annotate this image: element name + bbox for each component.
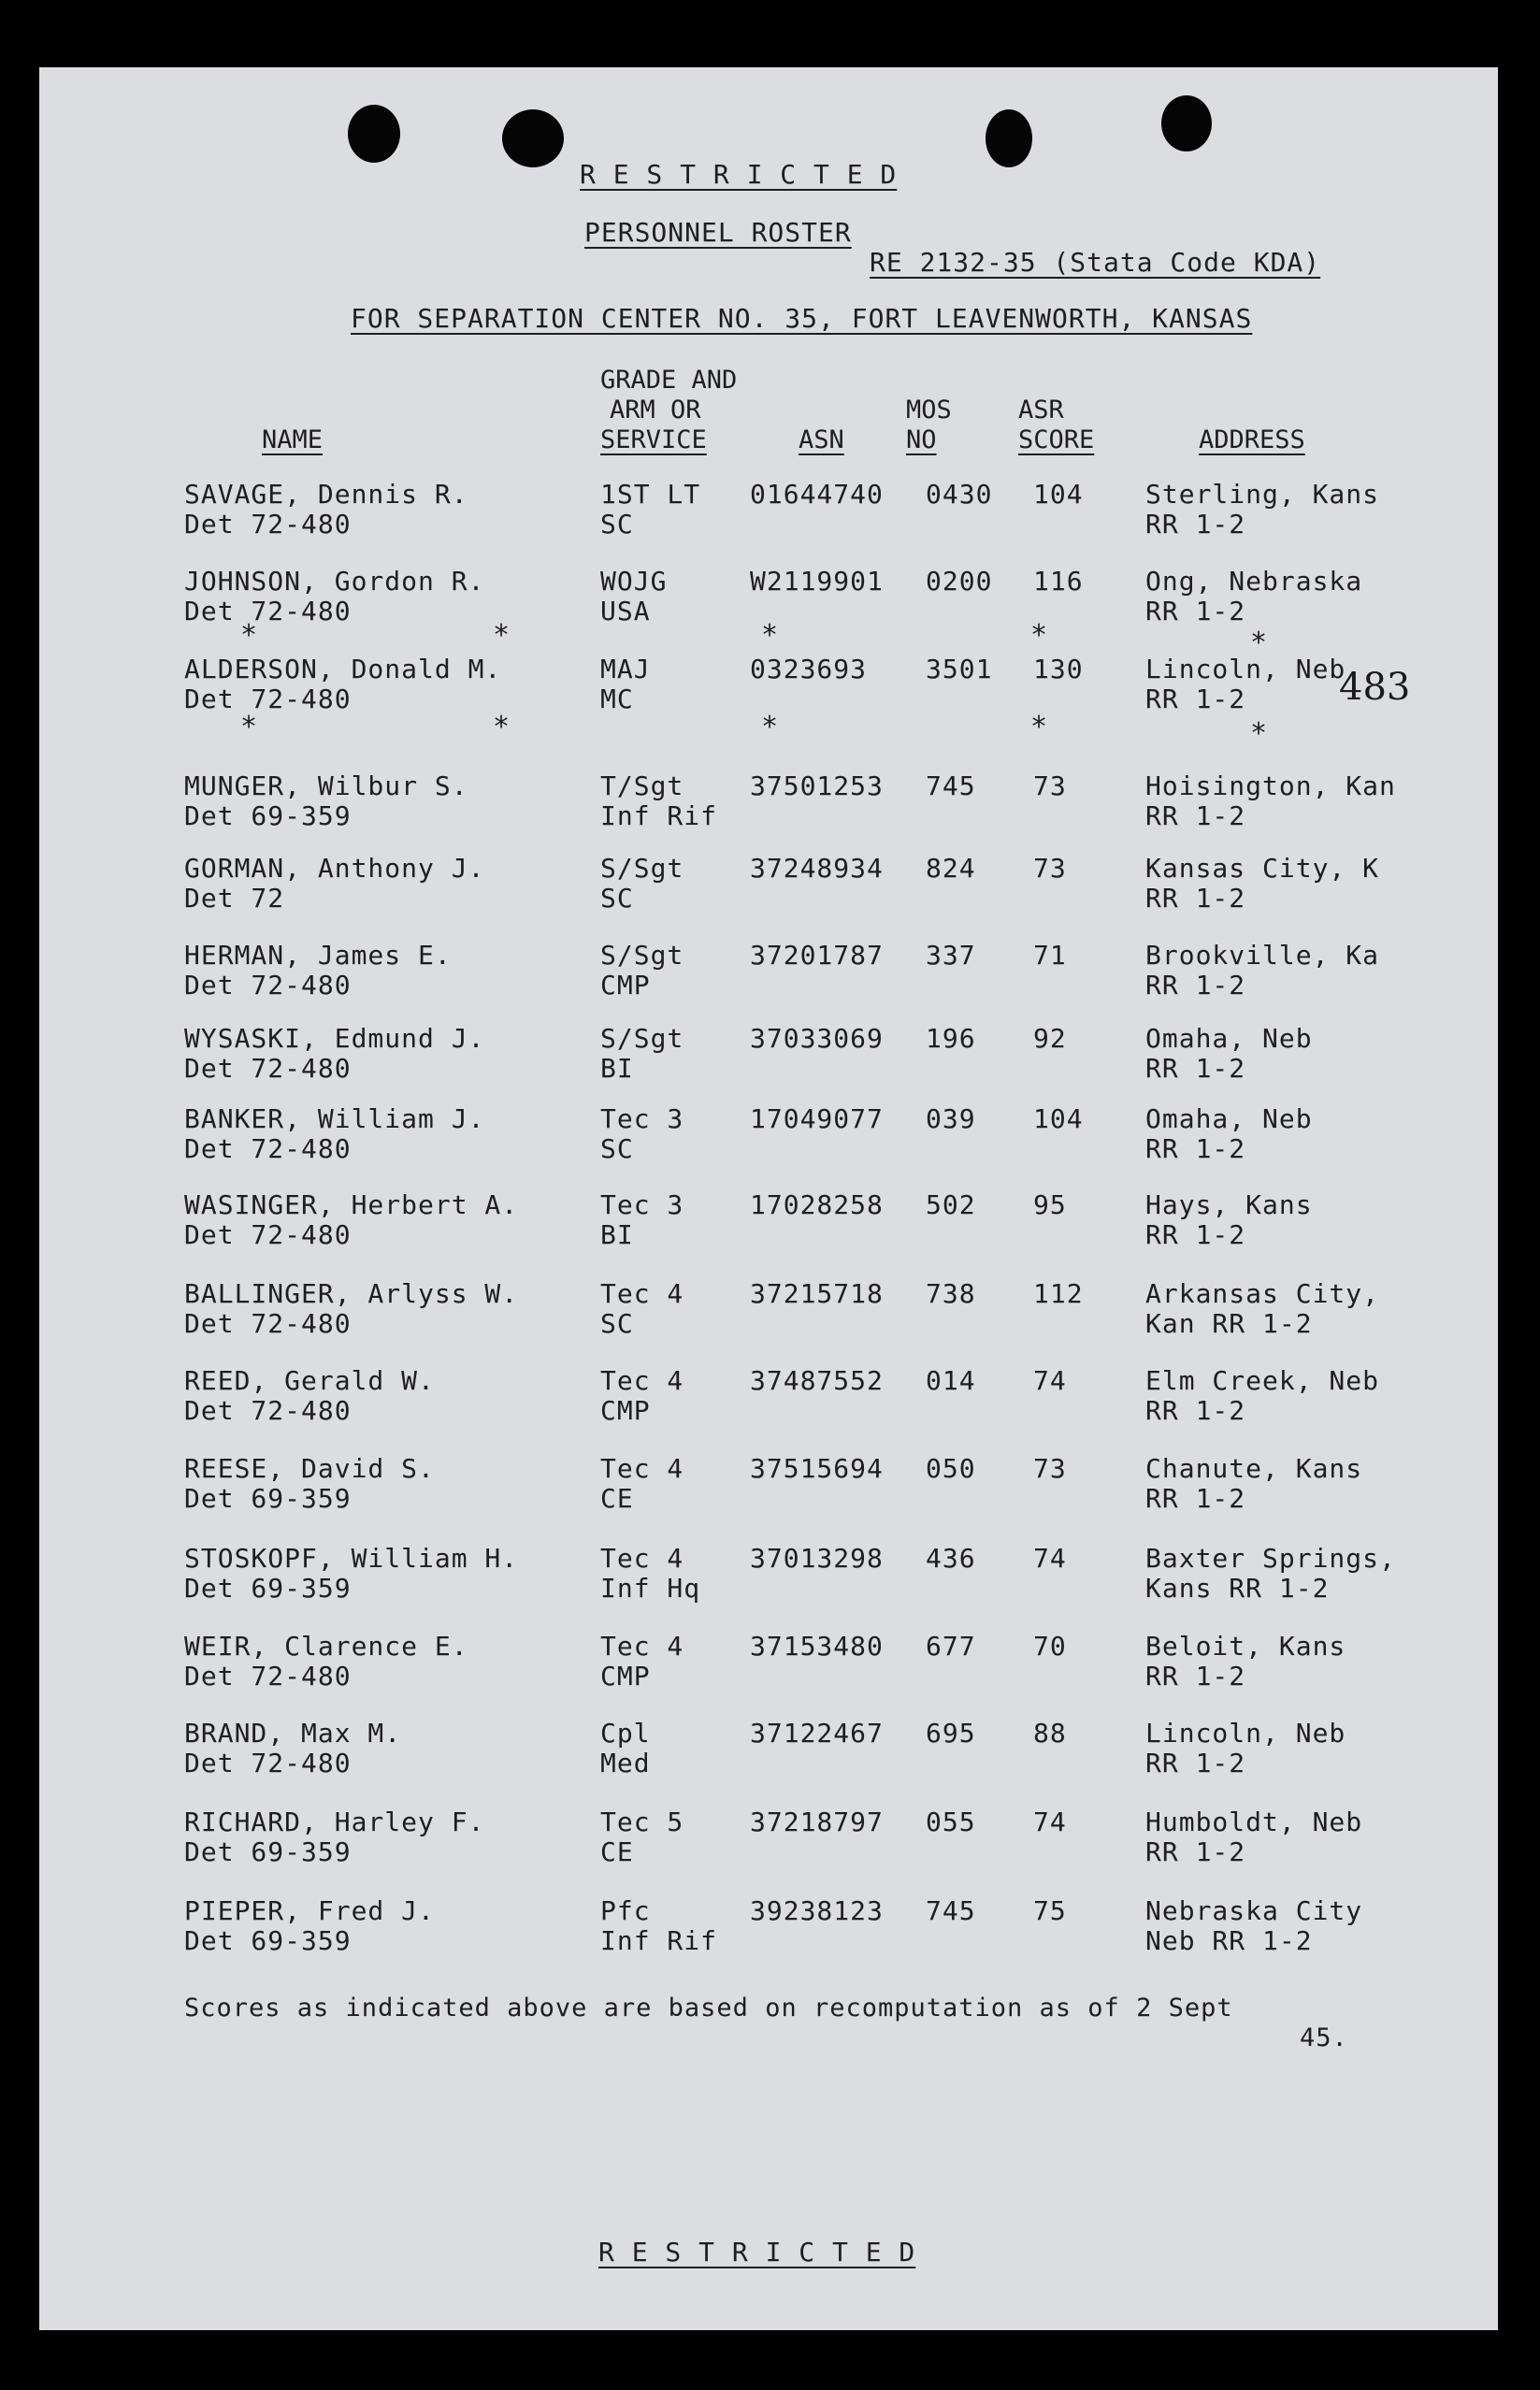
row-address: Ong, Nebraska — [1145, 566, 1363, 597]
table-row — [39, 1023, 1498, 1098]
table-row — [39, 1807, 1498, 1881]
asterisk-mark: * — [1250, 626, 1268, 659]
row-grade: MAJ — [600, 654, 651, 684]
asterisk-mark: * — [1250, 717, 1268, 750]
table-row — [39, 1189, 1498, 1264]
row-name: PIEPER, Fred J. — [184, 1895, 435, 1926]
row-name: REESE, David S. — [184, 1453, 435, 1484]
row-mos: 0430 — [926, 479, 993, 510]
row-grade: Tec 3 — [600, 1103, 684, 1134]
row-address: Baxter Springs, — [1145, 1543, 1396, 1574]
row-address-line2: RR 1-2 — [1145, 1133, 1246, 1164]
row-address-line2: RR 1-2 — [1145, 596, 1246, 626]
row-asn: 37122467 — [750, 1718, 884, 1749]
row-service: SC — [600, 883, 634, 914]
table-row — [39, 1895, 1498, 1970]
row-address-line2: Kan RR 1-2 — [1145, 1308, 1313, 1339]
roster-title: PERSONNEL ROSTER — [584, 217, 852, 248]
row-grade: Tec 3 — [600, 1189, 684, 1220]
row-grade: S/Sgt — [600, 940, 684, 971]
row-asn: 37013298 — [750, 1543, 884, 1574]
row-asn: 37515694 — [750, 1453, 884, 1484]
row-score: 74 — [1033, 1365, 1067, 1396]
row-score: 71 — [1033, 940, 1067, 971]
col-grade-line1: GRADE AND — [600, 366, 738, 395]
row-asn: 37215718 — [750, 1278, 884, 1309]
row-address: Chanute, Kans — [1145, 1453, 1363, 1484]
row-detachment: Det 72-480 — [184, 970, 352, 1001]
table-row — [39, 1365, 1498, 1440]
row-name: MUNGER, Wilbur S. — [184, 770, 468, 801]
row-name: REED, Gerald W. — [184, 1365, 435, 1396]
row-detachment: Det 72 — [184, 883, 285, 914]
table-row — [39, 940, 1498, 1015]
row-address-line2: RR 1-2 — [1145, 684, 1246, 714]
row-address-line2: RR 1-2 — [1145, 1483, 1246, 1514]
row-address: Omaha, Neb — [1145, 1103, 1313, 1134]
asterisk-mark: * — [1030, 619, 1048, 652]
row-asn: W2119901 — [750, 566, 884, 597]
row-name: BANKER, William J. — [184, 1103, 485, 1134]
row-service: CMP — [600, 1395, 651, 1426]
row-mos: 3501 — [926, 654, 993, 684]
row-service: Inf Rif — [600, 800, 718, 831]
restricted-header: R E S T R I C T E D — [580, 159, 898, 190]
row-address-line2: RR 1-2 — [1145, 800, 1246, 831]
row-detachment: Det 72-480 — [184, 509, 352, 540]
col-asr-line2: SCORE — [1018, 425, 1095, 454]
row-detachment: Det 69-359 — [184, 1483, 352, 1514]
asterisk-mark: * — [761, 711, 779, 743]
row-score: 88 — [1033, 1718, 1067, 1749]
row-name: WYSASKI, Edmund J. — [184, 1023, 485, 1054]
page-number-stamp: 483 — [1339, 666, 1411, 709]
row-detachment: Det 72-480 — [184, 1308, 352, 1339]
restricted-footer: R E S T R I C T E D — [598, 2237, 916, 2268]
col-grade-line2: ARM OR — [610, 396, 701, 425]
row-asn: 37201787 — [750, 940, 884, 971]
row-score: 92 — [1033, 1023, 1067, 1054]
table-row — [39, 1718, 1498, 1792]
row-name: GORMAN, Anthony J. — [184, 853, 485, 884]
punch-hole — [348, 105, 400, 163]
row-address: Omaha, Neb — [1145, 1023, 1313, 1054]
row-address: Elm Creek, Neb — [1145, 1365, 1380, 1396]
row-grade: 1ST LT — [600, 479, 701, 510]
row-score: 73 — [1033, 853, 1067, 884]
row-mos: 695 — [926, 1718, 976, 1749]
row-mos: 502 — [926, 1189, 976, 1220]
row-detachment: Det 72-480 — [184, 1133, 352, 1164]
row-detachment: Det 72-480 — [184, 1053, 352, 1084]
row-grade: S/Sgt — [600, 853, 684, 884]
row-score: 95 — [1033, 1189, 1067, 1220]
row-address: Brookville, Ka — [1145, 940, 1380, 971]
table-row — [39, 853, 1498, 928]
row-service: SC — [600, 1308, 634, 1339]
row-address: Nebraska City — [1145, 1895, 1363, 1926]
col-asn: ASN — [799, 425, 844, 454]
row-address: Sterling, Kans — [1145, 479, 1380, 510]
table-row — [39, 1543, 1498, 1618]
row-name: JOHNSON, Gordon R. — [184, 566, 485, 597]
row-name: HERMAN, James E. — [184, 940, 452, 971]
row-mos: 014 — [926, 1365, 976, 1396]
row-address-line2: Neb RR 1-2 — [1145, 1925, 1313, 1956]
row-asn: 39238123 — [750, 1895, 884, 1926]
table-row — [39, 1453, 1498, 1528]
table-row — [39, 1631, 1498, 1706]
row-mos: 745 — [926, 1895, 976, 1926]
row-asn: 37153480 — [750, 1631, 884, 1662]
row-address-line2: RR 1-2 — [1145, 1748, 1246, 1778]
punch-hole — [502, 109, 564, 167]
separation-center-line: FOR SEPARATION CENTER NO. 35, FORT LEAVENWORTH, KANSAS — [351, 303, 1253, 334]
row-grade: Tec 4 — [600, 1278, 684, 1309]
row-mos: 050 — [926, 1453, 976, 1484]
row-service: MC — [600, 684, 634, 714]
re-code: RE 2132-35 (Stata Code KDA) — [870, 247, 1321, 278]
row-name: WEIR, Clarence E. — [184, 1631, 468, 1662]
row-score: 74 — [1033, 1807, 1067, 1837]
row-address: Humboldt, Neb — [1145, 1807, 1363, 1837]
row-score: 130 — [1033, 654, 1084, 684]
row-service: Inf Rif — [600, 1925, 718, 1956]
col-mos-line2: NO — [906, 425, 937, 454]
table-row — [39, 479, 1498, 554]
row-grade: T/Sgt — [600, 770, 684, 801]
asterisk-mark: * — [1030, 711, 1048, 743]
row-mos: 824 — [926, 853, 976, 884]
row-address-line2: RR 1-2 — [1145, 1395, 1246, 1426]
row-score: 112 — [1033, 1278, 1084, 1309]
row-asn: 0323693 — [750, 654, 868, 684]
row-address-line2: RR 1-2 — [1145, 1219, 1246, 1250]
row-name: ALDERSON, Donald M. — [184, 654, 502, 684]
row-service: CMP — [600, 970, 651, 1001]
row-name: BALLINGER, Arlyss W. — [184, 1278, 519, 1309]
row-service: CE — [600, 1836, 634, 1867]
row-service: BI — [600, 1219, 634, 1250]
asterisk-mark: * — [761, 619, 779, 652]
row-grade: Tec 4 — [600, 1543, 684, 1574]
row-service: Med — [600, 1748, 651, 1778]
row-address: Hoisington, Kan — [1145, 770, 1396, 801]
row-address-line2: RR 1-2 — [1145, 1836, 1246, 1867]
row-detachment: Det 72-480 — [184, 1395, 352, 1426]
row-mos: 745 — [926, 770, 976, 801]
row-asn: 17028258 — [750, 1189, 884, 1220]
row-score: 70 — [1033, 1631, 1067, 1662]
row-grade: Cpl — [600, 1718, 651, 1749]
table-row — [39, 1103, 1498, 1178]
row-service: SC — [600, 509, 634, 540]
row-detachment: Det 69-359 — [184, 1836, 352, 1867]
row-address: Arkansas City, — [1145, 1278, 1380, 1309]
row-service: CMP — [600, 1661, 651, 1692]
row-address: Kansas City, K — [1145, 853, 1380, 884]
row-asn: 01644740 — [750, 479, 884, 510]
table-row — [39, 770, 1498, 845]
row-address-line2: RR 1-2 — [1145, 1661, 1246, 1692]
row-name: RICHARD, Harley F. — [184, 1807, 485, 1837]
col-grade-line3: SERVICE — [600, 425, 707, 454]
row-detachment: Det 72-480 — [184, 684, 352, 714]
row-detachment: Det 72-480 — [184, 1661, 352, 1692]
row-asn: 37033069 — [750, 1023, 884, 1054]
row-name: SAVAGE, Dennis R. — [184, 479, 468, 510]
row-name: BRAND, Max M. — [184, 1718, 402, 1749]
row-detachment: Det 72-480 — [184, 1748, 352, 1778]
col-asr-line1: ASR — [1018, 396, 1064, 425]
row-grade: Tec 4 — [600, 1365, 684, 1396]
col-mos-line1: MOS — [906, 396, 952, 425]
row-score: 104 — [1033, 1103, 1084, 1134]
row-asn: 37218797 — [750, 1807, 884, 1837]
row-grade: Pfc — [600, 1895, 651, 1926]
row-address: Lincoln, Neb — [1145, 654, 1346, 684]
row-service: USA — [600, 596, 651, 626]
row-asn: 37501253 — [750, 770, 884, 801]
punch-hole — [1161, 95, 1212, 151]
row-address: Lincoln, Neb — [1145, 1718, 1346, 1749]
row-address-line2: RR 1-2 — [1145, 1053, 1246, 1084]
row-detachment: Det 72-480 — [184, 1219, 352, 1250]
roster-page — [39, 67, 1498, 2330]
row-grade: Tec 4 — [600, 1453, 684, 1484]
col-address: ADDRESS — [1199, 425, 1305, 454]
row-mos: 039 — [926, 1103, 976, 1134]
punch-hole — [986, 109, 1032, 167]
row-mos: 677 — [926, 1631, 976, 1662]
row-address-line2: Kans RR 1-2 — [1145, 1573, 1330, 1604]
row-score: 116 — [1033, 566, 1084, 597]
row-service: Inf Hq — [600, 1573, 701, 1604]
row-mos: 055 — [926, 1807, 976, 1837]
row-name: STOSKOPF, William H. — [184, 1543, 519, 1574]
row-score: 73 — [1033, 770, 1067, 801]
asterisk-mark: * — [493, 711, 511, 743]
row-score: 74 — [1033, 1543, 1067, 1574]
row-mos: 738 — [926, 1278, 976, 1309]
table-row — [39, 1278, 1498, 1353]
row-grade: Tec 5 — [600, 1807, 684, 1837]
row-service: CE — [600, 1483, 634, 1514]
row-grade: WOJG — [600, 566, 668, 597]
row-address: Beloit, Kans — [1145, 1631, 1346, 1662]
row-address: Hays, Kans — [1145, 1189, 1313, 1220]
row-address-line2: RR 1-2 — [1145, 970, 1246, 1001]
row-address-line2: RR 1-2 — [1145, 509, 1246, 540]
row-mos: 0200 — [926, 566, 993, 597]
row-detachment: Det 69-359 — [184, 1925, 352, 1956]
row-score: 104 — [1033, 479, 1084, 510]
asterisk-mark: * — [240, 619, 258, 652]
score-note-line2: 45. — [1300, 2023, 1348, 2052]
row-grade: S/Sgt — [600, 1023, 684, 1054]
asterisk-mark: * — [493, 619, 511, 652]
score-note-line1: Scores as indicated above are based on recomputation as of 2 Sept — [184, 1994, 1233, 2023]
row-detachment: Det 69-359 — [184, 1573, 352, 1604]
row-name: WASINGER, Herbert A. — [184, 1189, 519, 1220]
row-mos: 337 — [926, 940, 976, 971]
row-service: BI — [600, 1053, 634, 1084]
col-name: NAME — [262, 425, 324, 454]
row-score: 73 — [1033, 1453, 1067, 1484]
row-detachment: Det 72-480 — [184, 596, 352, 626]
row-address-line2: RR 1-2 — [1145, 883, 1246, 914]
row-asn: 17049077 — [750, 1103, 884, 1134]
row-asn: 37487552 — [750, 1365, 884, 1396]
row-detachment: Det 69-359 — [184, 800, 352, 831]
row-mos: 436 — [926, 1543, 976, 1574]
row-service: SC — [600, 1133, 634, 1164]
row-mos: 196 — [926, 1023, 976, 1054]
row-asn: 37248934 — [750, 853, 884, 884]
row-grade: Tec 4 — [600, 1631, 684, 1662]
row-score: 75 — [1033, 1895, 1067, 1926]
asterisk-mark: * — [240, 711, 258, 743]
